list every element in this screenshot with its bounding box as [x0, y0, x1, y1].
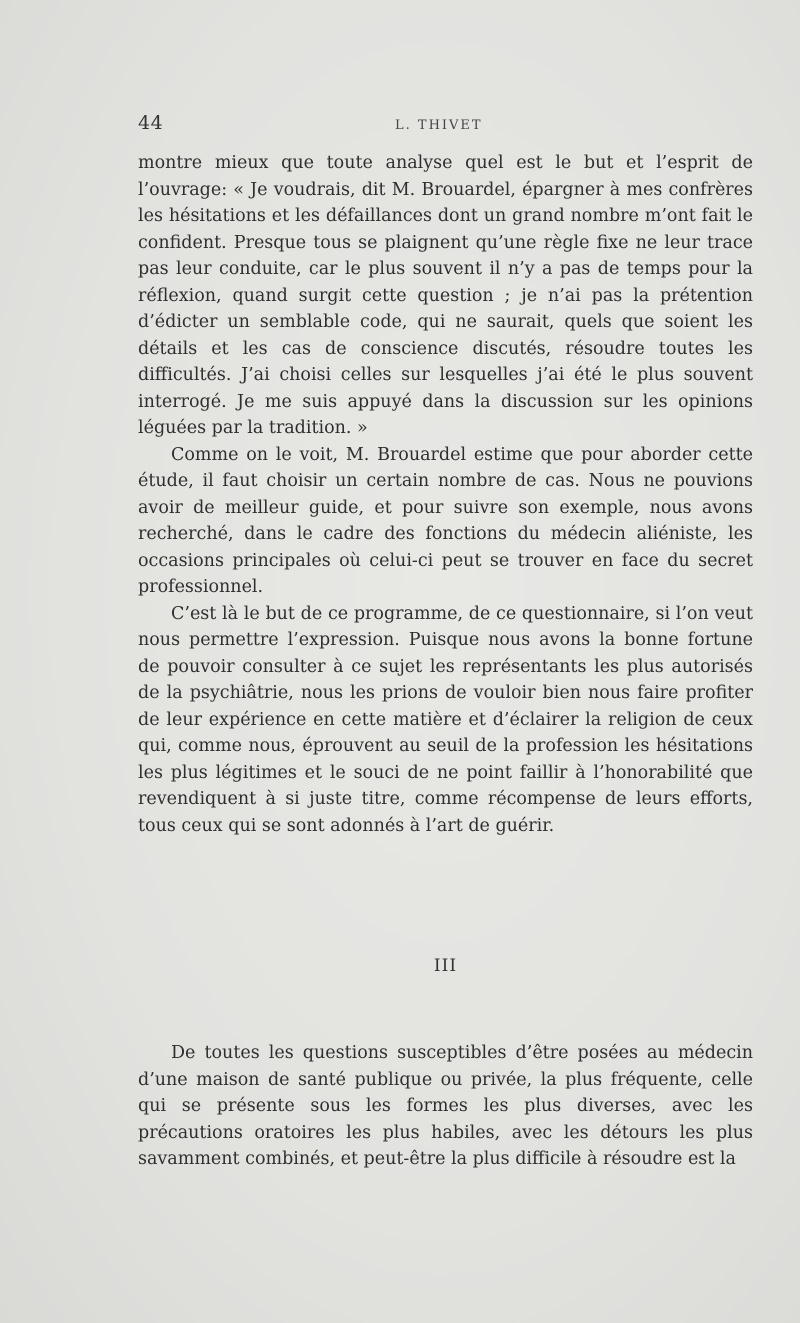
paragraph: Comme on le voit, M. Brouardel estime que pour aborder cette étude, il faut choisir un certain nombre de cas. Nous ne pouvions avoir de meilleur guide, et pour suivre son exemple, nous avons recherché, dans le cadre des fonctions du médecin aliéniste, les occasions principales où celui-ci peut se trouver en face du secret professionnel. [138, 444, 753, 597]
paragraph: De toutes les questions susceptibles d’être posées au médecin d’une maison de santé publique ou privée, la plus fréquente, celle qui se présente sous les formes les plus diverses, avec les précautions oratoires les plus habiles, avec les détours les plus savamment combinés, et peut-être la plus difficile à résoudre est la [138, 1043, 753, 1169]
paragraph: C’est là le but de ce programme, de ce questionnaire, si l’on veut nous permettre l’expression. Puisque nous avons la bonne fortune de pouvoir consulter à ce sujet les représentants les plus autorisés de la psychiâtrie, nous les prions de vouloir bien nous faire profiter de leur expérience en cette matière et d’éclairer la religion de ceux qui, comme nous, éprouvent au seuil de la profession les hésitations les plus légitimes et le souci de ne point faillir à l’honorabilité que revendiquent à si juste titre, comme récompense de leurs efforts, tous ceux qui se sont adonnés à l’art de guérir. [138, 603, 753, 836]
running-head [138, 112, 753, 142]
section-number: III [433, 956, 458, 976]
page-number: 44 [138, 112, 164, 134]
section-body-text [138, 1040, 753, 1173]
body-text [138, 150, 753, 839]
paragraph: montre mieux que toute analyse quel est le but et l’esprit de l’ouvrage: « Je voudrais, dit M. Brouardel, épargner à mes confrères les hésitations et les défaillances dont un grand nombre m’ont fait le confident. Presque tous se plaignent qu’une règle fixe ne leur trace pas leur conduite, car le plus souvent il n’y a pas de temps pour la réflexion, quand surgit cette question ; je n’ai pas la prétention d’édicter un semblable code, qui ne saurait, quels que soient les détails et les cas de conscience discutés, résoudre toutes les difficultés. J’ai choisi celles sur lesquelles j’ai été le plus souvent interrogé. Je me suis appuyé dans la discussion sur les opinions léguées par la tradition. » [138, 153, 753, 438]
author-header: L. THIVET [395, 118, 483, 133]
